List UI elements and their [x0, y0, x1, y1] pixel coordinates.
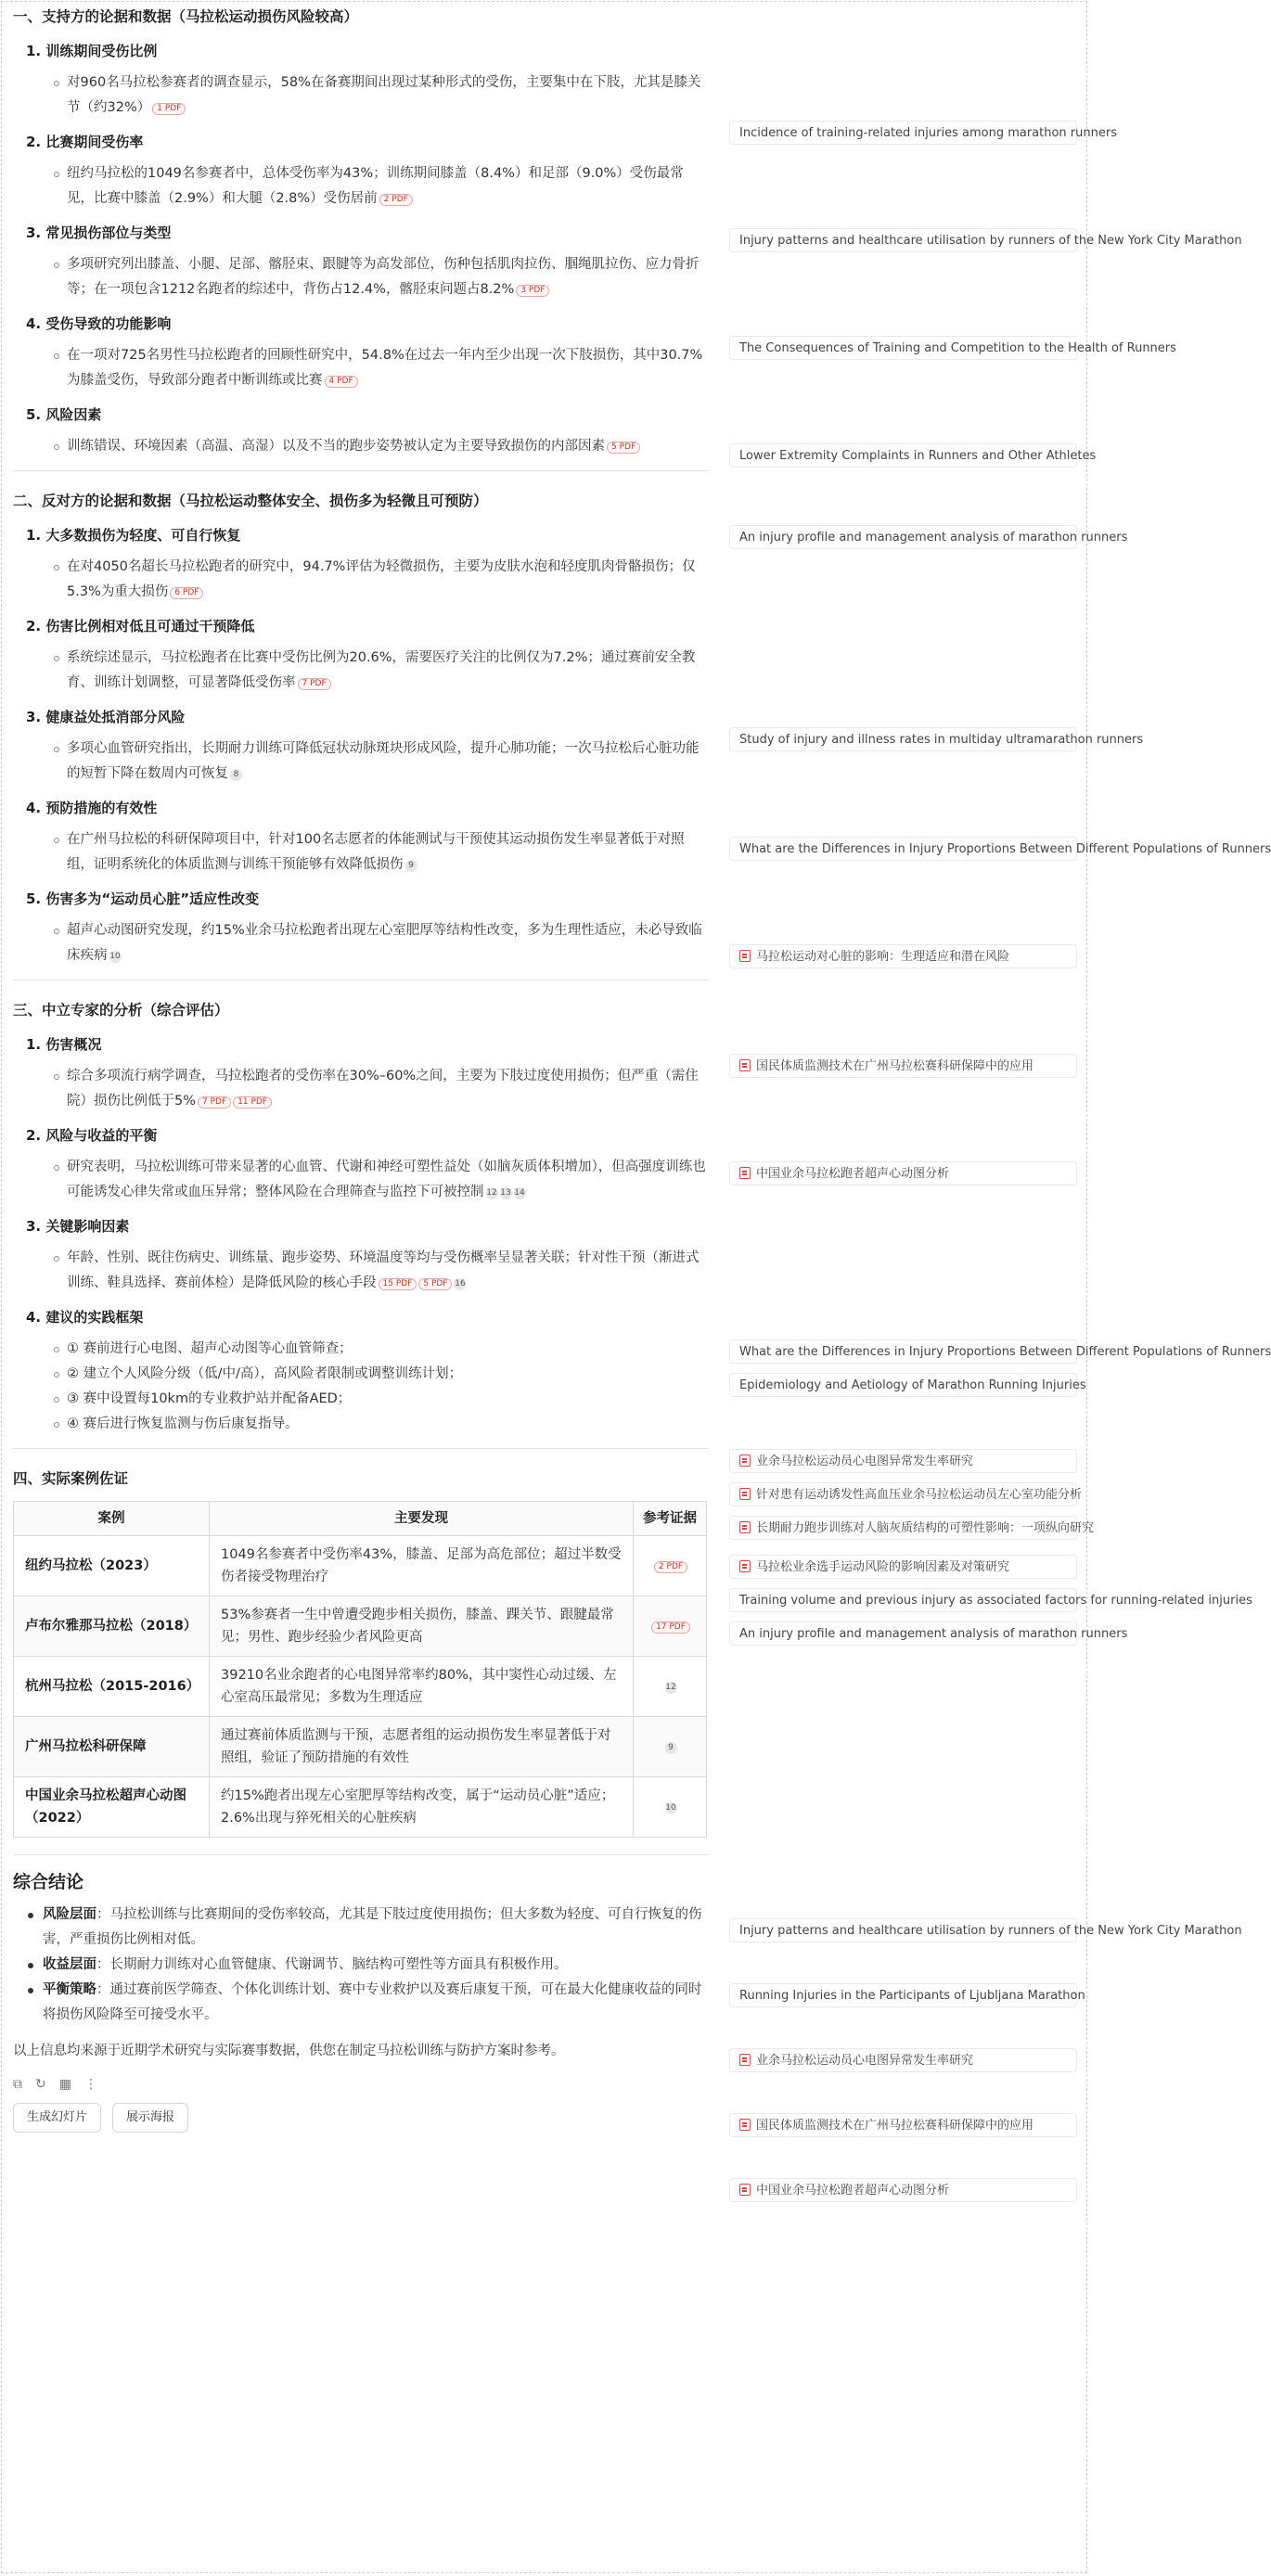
bullet-item	[67, 70, 709, 121]
source-card[interactable]	[729, 727, 1144, 751]
table-row	[14, 1536, 707, 1596]
bullet-item	[67, 161, 709, 211]
source-card[interactable]	[729, 1482, 1083, 1506]
bullet-item	[67, 1064, 709, 1114]
conclusion-key: 平衡策略	[43, 1982, 96, 1997]
generate-slides-button[interactable]: 生成幻灯片	[13, 2103, 101, 2133]
refresh-icon[interactable]: ↻	[35, 2077, 46, 2092]
subsection-title: 5. 风险因素	[26, 406, 102, 423]
section-conclusion	[13, 1868, 709, 2064]
pdf-icon	[739, 1560, 751, 1572]
divider	[13, 470, 709, 471]
subsection-title: 2. 比赛期间受伤率	[26, 134, 144, 150]
citation-pdf-badge[interactable]: 11 PDF	[233, 1096, 272, 1109]
citation-pdf-badge[interactable]: 7 PDF	[298, 678, 331, 690]
table-row	[14, 1596, 707, 1657]
citation-badge[interactable]: 12	[486, 1188, 497, 1198]
case-name-cell: 中国业余马拉松超声心动图（2022）	[14, 1777, 210, 1838]
pdf-icon	[739, 2119, 751, 2131]
source-card[interactable]	[729, 1449, 1077, 1473]
source-title: An injury profile and management analysis of marathon runners	[739, 1627, 1128, 1641]
bullet-item	[67, 1246, 709, 1296]
reference-cell	[634, 1717, 707, 1777]
source-card[interactable]	[729, 944, 1077, 968]
case-name-cell: 广州马拉松科研保障	[14, 1717, 210, 1777]
table-row	[14, 1657, 707, 1717]
citation-badge[interactable]: 10	[109, 952, 121, 961]
source-title: Study of injury and illness rates in multiday ultramarathon runners	[739, 733, 1144, 747]
source-card[interactable]	[729, 525, 1128, 549]
citation-badge[interactable]: 14	[514, 1188, 525, 1198]
conclusion-text: ：通过赛前医学筛查、个体化训练计划、赛中专业救护以及赛后康复干预，可在最大化健康收益的同时将损伤风险降至可接受水平。	[43, 1982, 702, 2022]
source-title: What are the Differences in Injury Proportions Between Different Populations of Runners	[739, 842, 1271, 856]
citation-pdf-badge[interactable]: 7 PDF	[198, 1096, 231, 1109]
conclusion-item	[43, 1903, 709, 1953]
citation-pdf-badge[interactable]: 6 PDF	[170, 587, 203, 599]
subsection-title: 1. 伤害概况	[26, 1036, 102, 1053]
source-title: 马拉松业余选手运动风险的影响因素及对策研究	[756, 1560, 1010, 1574]
subsection-title: 3. 常见损伤部位与类型	[26, 224, 172, 241]
bullet-item	[67, 646, 709, 696]
show-poster-button[interactable]: 展示海报	[112, 2103, 188, 2133]
source-card[interactable]	[729, 1161, 1077, 1185]
source-card[interactable]	[729, 1516, 1095, 1540]
citation-badge[interactable]: 13	[500, 1188, 511, 1198]
bullet-text: 训练错误、环境因素（高温、高湿）以及不当的跑步姿势被认定为主要导致损伤的内部因素	[67, 439, 605, 454]
reference-cell	[634, 1596, 707, 1657]
source-card[interactable]	[729, 1555, 1077, 1579]
action-buttons	[13, 2103, 709, 2133]
list-item: ① 赛前进行心电图、超声心动图等心血管筛查；	[67, 1337, 709, 1362]
source-title: Injury patterns and healthcare utilisation by runners of the New York City Marathon	[739, 1924, 1242, 1938]
column-header: 主要发现	[210, 1502, 634, 1536]
message-toolbar	[13, 2077, 709, 2092]
source-title: 长期耐力跑步训练对人脑灰质结构的可塑性影响：一项纵向研究	[756, 1521, 1095, 1535]
bullet-text: 综合多项流行病学调查，马拉松跑者的受伤率在30%–60%之间，主要为下肢过度使用损伤；但严重（需住院）损伤比例低于5%	[67, 1069, 699, 1109]
bullet-item	[67, 737, 709, 787]
subsection-title: 4. 受伤导致的功能影响	[26, 315, 172, 332]
conclusion-key: 收益层面	[43, 1957, 96, 1972]
table-row	[14, 1717, 707, 1777]
source-title: Incidence of training-related injuries among marathon runners	[739, 126, 1117, 140]
bullet-item	[67, 1155, 709, 1205]
bullet-text: 对960名马拉松参赛者的调查显示，58%在备赛期间出现过某种形式的受伤，主要集中在下肢，尤其是膝关节（约32%）	[67, 75, 701, 115]
bullet-text: 纽约马拉松的1049名参赛者中，总体受伤率为43%；训练期间膝盖（8.4%）和足部（9.0%）受伤最常见，比赛中膝盖（2.9%）和大腿（2.8%）受伤居前	[67, 166, 684, 206]
section-neutral	[13, 993, 709, 1437]
column-header: 参考证据	[634, 1502, 707, 1536]
section-title: 二、反对方的论据和数据（马拉松运动整体安全、损伤多为轻微且可预防）	[13, 493, 488, 509]
finding-cell: 通过赛前体质监测与干预，志愿者组的运动损伤发生率显著低于对照组，验证了预防措施的有效性	[210, 1717, 634, 1777]
case-name-cell: 杭州马拉松（2015-2016）	[14, 1657, 210, 1717]
subsection-title: 3. 健康益处抵消部分风险	[26, 709, 186, 725]
bullet-text: 超声心动图研究发现，约15%业余马拉松跑者出现左心室肥厚等结构性改变，多为生理性适应，未必导致临床疾病	[67, 923, 702, 963]
source-card[interactable]	[729, 1054, 1077, 1078]
case-name-cell: 纽约马拉松（2023）	[14, 1536, 210, 1596]
citation-badge[interactable]: 12	[665, 1683, 676, 1692]
subsection-title: 4. 预防措施的有效性	[26, 800, 158, 816]
bullet-item	[67, 555, 709, 605]
citation-badge[interactable]: 10	[665, 1803, 676, 1813]
citation-badge[interactable]: 9	[665, 1742, 677, 1754]
finding-cell: 1049名参赛者中受伤率43%，膝盖、足部为高危部位；超过半数受伤者接受物理治疗	[210, 1536, 634, 1596]
source-card[interactable]	[729, 2048, 1077, 2072]
finding-cell: 39210名业余跑者的心电图异常率约80%，其中窦性心动过缓、左心室高压最常见；多数为生理适应	[210, 1657, 634, 1717]
conclusion-key: 风险层面	[43, 1907, 96, 1922]
source-card[interactable]	[729, 336, 1176, 360]
table-icon[interactable]: ▦	[58, 2077, 71, 2092]
source-title: The Consequences of Training and Competition to the Health of Runners	[739, 341, 1176, 355]
bullet-text: 年龄、性别、既往伤病史、训练量、跑步姿势、环境温度等均与受伤概率呈显著关联；针对性干预（渐进式训练、鞋具选择、赛前体检）是降低风险的核心手段	[67, 1250, 700, 1290]
subsection-title: 1. 大多数损伤为轻度、可自行恢复	[26, 527, 241, 544]
conclusion-item	[43, 1978, 709, 2028]
citation-pdf-badge[interactable]: 4 PDF	[325, 376, 358, 388]
finding-cell: 53%参赛者一生中曾遭受跑步相关损伤，膝盖、踝关节、跟腱最常见；男性、跑步经验少者风险更高	[210, 1596, 634, 1657]
table-header-row	[14, 1502, 707, 1536]
bullet-text: 在对4050名超长马拉松跑者的研究中，94.7%评估为轻微损伤，主要为皮肤水泡和轻度肌肉骨骼损伤；仅5.3%为重大损伤	[67, 559, 696, 599]
list-item: ② 建立个人风险分级（低/中/高），高风险者限制或调整训练计划；	[67, 1362, 709, 1387]
source-title: 中国业余马拉松跑者超声心动图分析	[756, 1167, 950, 1181]
conclusion-title: 综合结论	[13, 1872, 84, 1892]
pdf-icon	[739, 1167, 751, 1179]
cases-table	[13, 1501, 707, 1838]
section-title: 三、中立专家的分析（综合评估）	[13, 1002, 229, 1019]
bullet-item	[67, 827, 709, 878]
section-support	[13, 0, 709, 459]
list-item: ③ 赛中设置每10km的专业救护站并配备AED；	[67, 1387, 709, 1412]
bullet-text: 在广州马拉松的科研保障项目中，针对100名志愿者的体能测试与干预使其运动损伤发生率显著低于对照组，证明系统化的体质监测与训练干预能够有效降低损伤	[67, 832, 685, 872]
source-title: 业余马拉松运动员心电图异常发生率研究	[756, 1455, 974, 1468]
bullet-text: 系统综述显示，马拉松跑者在比赛中受伤比例为20.6%，需要医疗关注的比例仅为7.2%；通过赛前安全教育、训练计划调整，可显著降低受伤率	[67, 650, 696, 690]
source-card[interactable]	[729, 2113, 1077, 2137]
subsection-title: 1. 训练期间受伤比例	[26, 43, 158, 59]
list-item: ④ 赛后进行恢复监测与伤后康复指导。	[67, 1412, 709, 1437]
section-title: 四、实际案例佐证	[13, 1470, 129, 1487]
source-card[interactable]	[729, 1983, 1085, 2007]
source-title: Injury patterns and healthcare utilisation by runners of the New York City Marathon	[739, 234, 1242, 248]
reference-cell	[634, 1657, 707, 1717]
source-title: Epidemiology and Aetiology of Marathon Running Injuries	[739, 1378, 1086, 1392]
source-title: 业余马拉松运动员心电图异常发生率研究	[756, 2054, 974, 2068]
source-title: Running Injuries in the Participants of Ljubljana Marathon	[739, 1989, 1085, 2003]
source-title: 马拉松运动对心脏的影响：生理适应和潜在风险	[756, 950, 1010, 964]
subsection-title: 2. 伤害比例相对低且可通过干预降低	[26, 618, 255, 634]
citation-pdf-badge[interactable]: 5 PDF	[607, 442, 640, 454]
source-card[interactable]	[729, 1373, 1086, 1397]
section-cases	[13, 1462, 709, 1838]
bullet-text: 多项心血管研究指出，长期耐力训练可降低冠状动脉斑块形成风险，提升心肺功能；一次马拉松后心脏功能的短暂下降在数周内可恢复	[67, 741, 700, 781]
subsection-title: 4. 建议的实践框架	[26, 1309, 144, 1326]
subsection-title: 2. 风险与收益的平衡	[26, 1127, 158, 1144]
answer-content	[13, 0, 709, 2133]
source-card[interactable]	[729, 1339, 1271, 1364]
citation-badge[interactable]: 16	[455, 1279, 466, 1288]
pdf-icon	[739, 1059, 751, 1071]
footer-note: 以上信息均来源于近期学术研究与实际赛事数据，供您在制定马拉松训练与防护方案时参考。	[13, 2044, 565, 2058]
citation-badge[interactable]: 9	[405, 860, 417, 872]
citation-pdf-badge[interactable]: 1 PDF	[152, 103, 186, 115]
pdf-icon	[739, 950, 751, 962]
bullet-text: 研究表明，马拉松训练可带来显著的心血管、代谢和神经可塑性益处（如脑灰质体积增加），但高强度训练也可能诱发心律失常或血压异常；整体风险在合理筛查与监控下可被控制	[67, 1160, 706, 1199]
pdf-icon	[739, 1488, 751, 1500]
divider	[13, 1448, 709, 1449]
bullet-text: 多项研究列出膝盖、小腿、足部、髂胫束、跟腱等为高发部位，伤种包括肌肉拉伤、腘绳肌拉伤、应力骨折等；在一项包含1212名跑者的综述中，背伤占12.4%，髂胫束问题占8.2%	[67, 257, 700, 297]
citation-badge[interactable]: 8	[230, 769, 242, 781]
source-card[interactable]	[729, 2178, 1077, 2202]
conclusion-item	[43, 1953, 709, 1978]
citation-pdf-badge[interactable]: 17 PDF	[651, 1621, 690, 1634]
source-card[interactable]	[729, 1621, 1128, 1646]
bullet-item	[67, 434, 709, 459]
citation-pdf-badge[interactable]: 2 PDF	[654, 1561, 687, 1573]
source-card[interactable]	[729, 1918, 1242, 1942]
pdf-icon	[739, 2184, 751, 2196]
source-card[interactable]	[729, 1588, 1252, 1612]
subsection-title: 5. 伤害多为“运动员心脏”适应性改变	[26, 891, 260, 907]
bullet-item	[67, 343, 709, 393]
subsection-title: 3. 关键影响因素	[26, 1218, 130, 1235]
bullet-item	[67, 918, 709, 968]
copy-icon[interactable]: ⧉	[13, 2077, 22, 2092]
source-title: Lower Extremity Complaints in Runners and Other Athletes	[739, 449, 1097, 463]
source-card[interactable]	[729, 837, 1271, 861]
source-card[interactable]	[729, 228, 1242, 252]
citation-pdf-badge[interactable]: 15 PDF	[379, 1278, 417, 1290]
source-title: 国民体质监测技术在广州马拉松赛科研保障中的应用	[756, 2119, 1034, 2133]
bullet-item	[67, 252, 709, 302]
citation-pdf-badge[interactable]: 2 PDF	[379, 194, 413, 206]
bullet-text: 在一项对725名男性马拉松跑者的回顾性研究中，54.8%在过去一年内至少出现一次下肢损伤，其中30.7%为膝盖受伤，导致部分跑者中断训练或比赛	[67, 348, 703, 388]
source-card[interactable]	[729, 121, 1117, 145]
table-row	[14, 1777, 707, 1838]
source-title: 国民体质监测技术在广州马拉松赛科研保障中的应用	[756, 1059, 1034, 1073]
conclusion-text: ：马拉松训练与比赛期间的受伤率较高，尤其是下肢过度使用损伤；但大多数为轻度、可自行恢复的伤害，严重损伤比例相对低。	[43, 1907, 702, 1947]
more-icon[interactable]: ⋮	[83, 2077, 97, 2092]
finding-cell: 约15%跑者出现左心室肥厚等结构改变，属于“运动员心脏”适应；2.6%出现与猝死相关的心脏疾病	[210, 1777, 634, 1838]
citation-pdf-badge[interactable]: 3 PDF	[516, 285, 549, 297]
reference-cell	[634, 1777, 707, 1838]
source-card[interactable]	[729, 443, 1097, 468]
source-title: An injury profile and management analysis of marathon runners	[739, 531, 1128, 545]
pdf-icon	[739, 1455, 751, 1467]
section-title: 一、支持方的论据和数据（马拉松运动损伤风险较高）	[13, 8, 359, 25]
pdf-icon	[739, 2054, 751, 2066]
divider	[13, 1854, 709, 1855]
reference-cell	[634, 1536, 707, 1596]
section-oppose	[13, 484, 709, 968]
conclusion-text: ：长期耐力训练对心血管健康、代谢调节、脑结构可塑性等方面具有积极作用。	[96, 1957, 568, 1972]
source-title: 针对患有运动诱发性高血压业余马拉松运动员左心室功能分析	[756, 1488, 1083, 1502]
source-title: 中国业余马拉松跑者超声心动图分析	[756, 2184, 950, 2198]
citation-pdf-badge[interactable]: 5 PDF	[418, 1278, 452, 1290]
case-name-cell: 卢布尔雅那马拉松（2018）	[14, 1596, 210, 1657]
pdf-icon	[739, 1521, 751, 1533]
source-title: What are the Differences in Injury Proportions Between Different Populations of Runners	[739, 1345, 1271, 1359]
column-header: 案例	[14, 1502, 210, 1536]
source-title: Training volume and previous injury as associated factors for running-related injuries	[739, 1594, 1252, 1608]
